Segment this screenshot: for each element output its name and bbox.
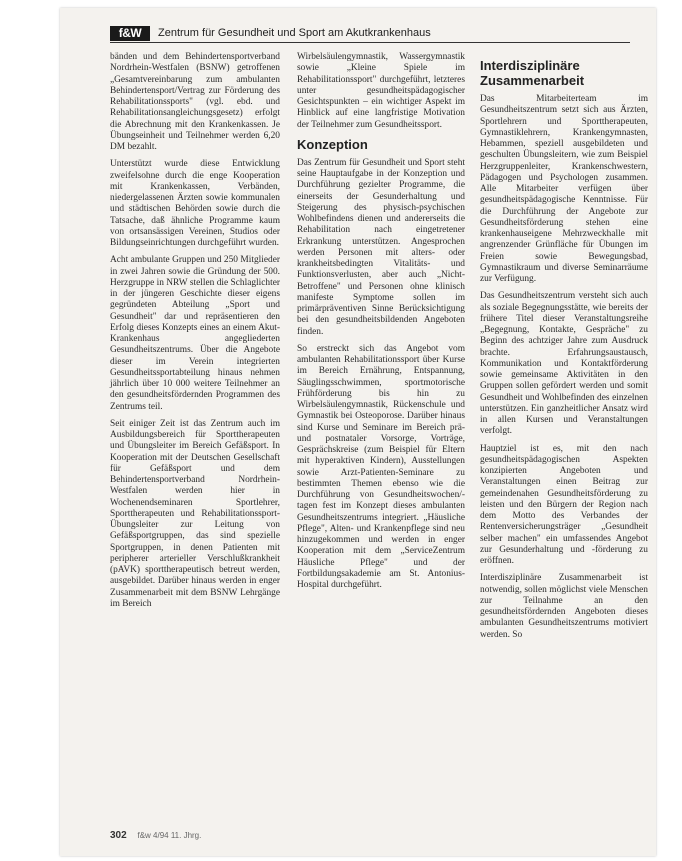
- section-heading-konzeption: Konzeption: [297, 136, 368, 152]
- page-number: 302: [110, 830, 127, 841]
- text-column-3: [480, 52, 648, 647]
- paragraph: Unterstützt wurde diese Entwicklung zweifelsohne durch die enge Kooperation mit Krankenkassen, Verbänden, niedergelassenen Ärzten sowie kommunalen und städtischen Behörden sowie durch die Tatsache, daß ähnliche Programme kaum von ortsansässigen Vereinen, Studios oder Bildungseinrichtungen durchgeführt wurden.: [110, 159, 280, 248]
- paragraph: Das Zentrum für Gesundheit und Sport steht seine Hauptaufgabe in der Konzeption und Durchführung gezielter Programme, die einerseits der Gesunderhaltung und Steigerung des physisch-psychischen Wohlbefindens dienen und andererseits die Rehabilitation nach eingetretener Erkrankung unterstützen. Angesprochen werden Personen mit alters- oder krankheitsbedingten Vitalitäts- und Funktionsverlusten, aber auch „Nicht-Betroffene" und Personen ohne klinisch manifeste Symptome sollen im primärpräventiven Sinne Berücksichtigung bei den gesundheitsbildenden Angeboten finden.: [297, 157, 465, 337]
- magazine-page: [60, 8, 656, 856]
- paragraph: Wirbelsäulengymnastik, Wassergymnastik sowie „Kleine Spiele im Rehabilitationssport" durchgeführt, letzteres unter gesundheitspädagogischer Gesichtspunkten – ein wichtiger Aspekt im Hinblick auf eine langfristige Motivation der Teilnehmer zum Gesundheitssport.: [297, 52, 465, 130]
- paragraph: Interdisziplinäre Zusammenarbeit ist notwendig, sollen möglichst viele Menschen zur Teilnahme an den gesundheitsfördernden Angeboten dieses ambulanten Gesundheitszentrums motiviert werden. So: [480, 573, 648, 640]
- text-column-1: [110, 52, 280, 616]
- running-head: Zentrum für Gesundheit und Sport am Akutkrankenhaus: [158, 27, 431, 39]
- paragraph: Hauptziel ist es, mit den nach gesundheitspädagogischen Aspekten konzipierten Angeboten und Veranstaltungen einen Beitrag zur gemeindenahen Gesundheitsförderung zu leisten und den Bürgern der Region nach dem Motto des Verbandes der Rentenversicherungsträger „Gesundheit selber machen" ein umfassendes Angebot zur Gesunderhaltung und -förderung zu eröffnen.: [480, 443, 648, 566]
- paragraph: Seit einiger Zeit ist das Zentrum auch im Ausbildungsbereich für Sporttherapeuten und Übungsleiter im Bereich Gefäßsport. In Kooperation mit der Deutschen Gesellschaft für Gefäßsport und dem Behindertensportverband Nordrhein-Westfalen werden hier in Wochenendseminaren Sportlehrer, Sporttherapeuten und Rehabilitationssport-Übungsleiter zur Leitung von Gefäßsportgruppen, das sind spezielle Sportgruppen, in denen Patienten mit peripherer arterieller Verschlußkrankheit (pAVK) sporttherapeutisch betreut werden, ausgebildet. Darüber hinaus werden in enger Zusammenarbeit mit dem BSNW Lehrgänge im Bereich: [110, 418, 280, 609]
- page-header: [110, 26, 630, 43]
- page-footer: [110, 830, 201, 841]
- paragraph: Das Gesundheitszentrum versteht sich auch als soziale Begegnungsstätte, wie bereits der frühere Titel dieser Veranstaltungsreihe „Begegnung, Kontakte, Gespräche" zu Beginn des achtziger Jahre zum Ausdruck brachte. Erfahrungsaustausch, Kommunikation und Kontaktförderung sowie gemeinsame Aktivitäten in den Gruppen sollen gefördert werden und somit Gesundheit und Wohlbefinden des einzelnen unterstützen. Ein ganzheitlicher Ansatz wird in allen Kursen und Veranstaltungen verfolgt.: [480, 291, 648, 437]
- paragraph: Das Mitarbeiterteam im Gesundheitszentrum setzt sich aus Ärzten, Sportlehrern und Sporttherapeuten, Gymnastiklehrern, Krankengymnasten, Hebammen, speziell ausgebildeten und geschulten Übungsleitern, wie zum Beispiel Herzgruppenleiter, Krankenschwestern, Pädagogen und Psychologen zusammen. Alle Mitarbeiter verfügen über gesundheitspädagogische Kenntnisse. Für die Durchführung der Angebote zur Gesundheitsförderung stehen eine krankenhauseigene Mehrzweckhalle mit angrenzender Grünfläche für Übungen im Freien sowie Bewegungsbad, Gymnastikraum und diverse Seminarräume zur Verfügung.: [480, 94, 648, 284]
- paragraph: Acht ambulante Gruppen und 250 Mitglieder in zwei Jahren sowie die Gründung der 500. Herzgruppe in NRW stellen die Schlaglichter in der jüngeren Geschichte dieser eigens gegründeten Abteilung „Sport und Gesundheit" dar und repräsentieren den Erfolg dieses Konzepts eines an einem Akut-Krankenhaus angegliederten Gesundheitszentrums. Über die Angebote dieser im Verein integrierten Gesundheitssportabteilung hinaus nehmen jährlich über 10 000 weitere Teilnehmer an den gesundheitsfördernden Programmen des Zentrums teil.: [110, 255, 280, 412]
- issue-reference: f&w 4/94 11. Jhrg.: [137, 831, 202, 840]
- paragraph: bänden und dem Behindertensportverband Nordrhein-Westfalen (BSNW) getroffenen „Gesamtvereinbarung zum ambulanten Behindertensport/Vertrag zur Förderung des Rehabilitationssports" (vgl. ebd. und Rehabilitationsangleichungsgesetz) erfolgt die Abrechnung mit den Krankenkassen. Je Übungseinheit und Teilnehmer werden 6,20 DM bezahlt.: [110, 52, 280, 152]
- magazine-logo: f&W: [110, 26, 150, 41]
- paragraph: So erstreckt sich das Angebot vom ambulanten Rehabilitationssport über Kurse im Bereich Ernährung, Entspannung, Säuglingsschwimmen, sportmotorische Frühförderung bis hin zu Wirbelsäulengymnastik, Rückenschule und Gymnastik bei Osteoporose. Darüber hinaus sind Kurse und Seminare im Bereich prä- und postnataler Vorsorge, Vorträge, Gesprächskreise (zum Beispiel für Eltern mit hyperaktiven Kindern), Ausstellungen sowie Arzt-Patienten-Seminare zu bestimmten Themen ebenso wie die Durchführung von Gesundheitswochen/-tagen fest im Konzept dieses ambulanten Gesundheitszentrums integriert. „Häusliche Pflege", Alten- und Krankenpflege sind neu hinzugekommen und werden in enger Kooperation mit dem „ServiceZentrum Häusliche Pflege" und der Fortbildungsakademie am St. Antonius-Hospital durchgeführt.: [297, 343, 465, 590]
- text-column-2: [297, 52, 465, 597]
- section-heading-zusammenarbeit: Interdisziplinäre Zusammenarbeit: [480, 58, 585, 88]
